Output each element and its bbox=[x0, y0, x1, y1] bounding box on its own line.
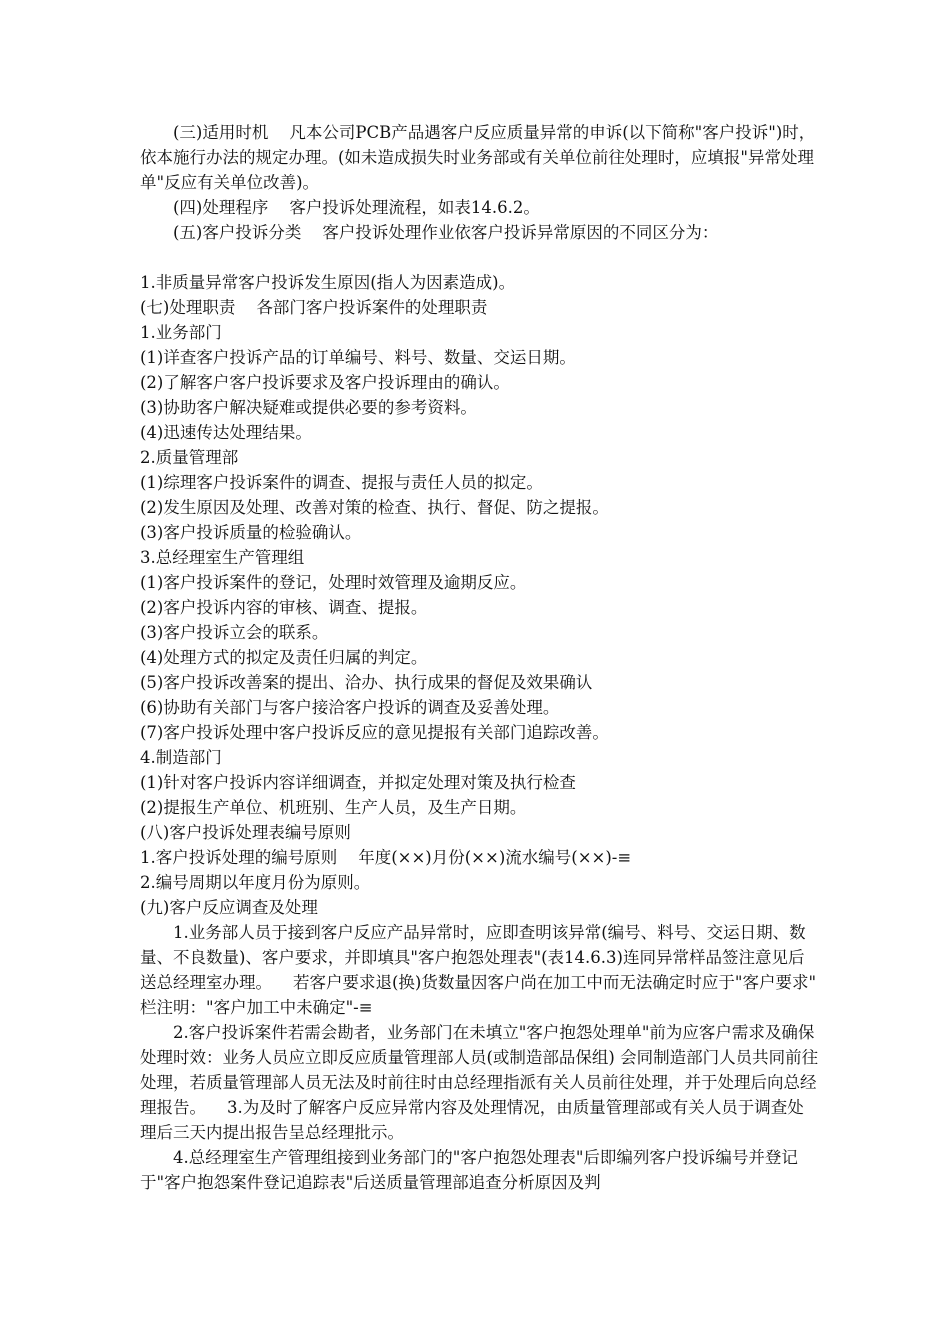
paragraph-investigation-4: 4.总经理室生产管理组接到业务部门的"客户抱怨处理表"后即编列客户投诉编号并登记于"客户抱怨案件登记追踪表"后送质量管理部追查分析原因及判 bbox=[140, 1148, 798, 1192]
list-item: (7)客户投诉处理中客户投诉反应的意见提报有关部门追踪改善。 bbox=[140, 723, 609, 742]
document-body bbox=[140, 120, 820, 1195]
list-item: (2)发生原因及处理、改善对策的检查、执行、督促、防之提报。 bbox=[140, 498, 609, 517]
list-item: 2.编号周期以年度月份为原则。 bbox=[140, 873, 371, 892]
paragraph-investigation-2: 2.客户投诉案件若需会勘者，业务部门在未填立"客户抱怨处理单"前为应客户需求及确保处理时效：业务人员应立即反应质量管理部人员(或制造部品保组) 会同制造部门人员共同前往处理，若质量管理部人员无法及时前往时由总经理指派有关人员前往处理，并于处理后向总经理报告。 3.为及时了解客户反应异常内容及处理情况，由质量管理部或有关人员于调查处理后三天内提出报告呈总经理批示。 bbox=[140, 1023, 819, 1142]
heading-quality-dept: 2.质量管理部 bbox=[140, 448, 239, 467]
paragraph-applicable-timing: (三)适用时机 凡本公司PCB产品遇客户反应质量异常的申诉(以下简称"客户投诉")时，依本施行办法的规定办理。(如未造成损失时业务部或有关单位前往处理时，应填报"异常处理单"反应有关单位改善)。 bbox=[140, 123, 816, 192]
list-item: (1)针对客户投诉内容详细调查，并拟定处理对策及执行检查 bbox=[140, 773, 576, 792]
list-item: (3)客户投诉立会的联系。 bbox=[140, 623, 329, 642]
list-item: 1.客户投诉处理的编号原则 年度(××)月份(××)流水编号(××)-≡ bbox=[140, 848, 632, 867]
list-item: (2)客户投诉内容的审核、调查、提报。 bbox=[140, 598, 428, 617]
list-item: (4)迅速传达处理结果。 bbox=[140, 423, 312, 442]
list-item: (4)处理方式的拟定及责任归属的判定。 bbox=[140, 648, 428, 667]
heading-manufacturing-dept: 4.制造部门 bbox=[140, 748, 222, 767]
heading-gm-office: 3.总经理室生产管理组 bbox=[140, 548, 305, 567]
heading-responsibilities: (七)处理职责 各部门客户投诉案件的处理职责 bbox=[140, 298, 488, 317]
paragraph-procedure: (四)处理程序 客户投诉处理流程，如表14.6.2。 bbox=[173, 198, 540, 217]
list-item: (3)客户投诉质量的检验确认。 bbox=[140, 523, 362, 542]
list-item: (1)客户投诉案件的登记，处理时效管理及逾期反应。 bbox=[140, 573, 527, 592]
paragraph-investigation-1: 1.业务部人员于接到客户反应产品异常时，应即查明该异常(编号、料号、交运日期、数量、不良数量)、客户要求，并即填具"客户抱怨处理表"(表14.6.3)连同异常样品签注意见后送总经理室办理。 若客户要求退(换)货数量因客户尚在加工中而无法确定时应于"客户要求" 栏注明："客户加工中未确定"-≡ bbox=[140, 923, 822, 1017]
list-item: (6)协助有关部门与客户接洽客户投诉的调查及妥善处理。 bbox=[140, 698, 560, 717]
heading-sales-dept: 1.业务部门 bbox=[140, 323, 222, 342]
list-item: (2)提报生产单位、机班别、生产人员，及生产日期。 bbox=[140, 798, 527, 817]
paragraph-classification: (五)客户投诉分类 客户投诉处理作业依客户投诉异常原因的不同区分为： bbox=[173, 223, 719, 242]
list-item: (5)客户投诉改善案的提出、洽办、执行成果的督促及效果确认 bbox=[140, 673, 593, 692]
list-item: (2)了解客户客户投诉要求及客户投诉理由的确认。 bbox=[140, 373, 510, 392]
list-item: (3)协助客户解决疑难或提供必要的参考资料。 bbox=[140, 398, 477, 417]
heading-numbering-rules: (八)客户投诉处理表编号原则 bbox=[140, 823, 351, 842]
paragraph-nonquality: 1.非质量异常客户投诉发生原因(指人为因素造成)。 bbox=[140, 273, 516, 292]
heading-investigation: (九)客户反应调查及处理 bbox=[140, 898, 318, 917]
blank-line bbox=[140, 245, 820, 270]
list-item: (1)详查客户投诉产品的订单编号、料号、数量、交运日期。 bbox=[140, 348, 576, 367]
list-item: (1)综理客户投诉案件的调查、提报与责任人员的拟定。 bbox=[140, 473, 543, 492]
